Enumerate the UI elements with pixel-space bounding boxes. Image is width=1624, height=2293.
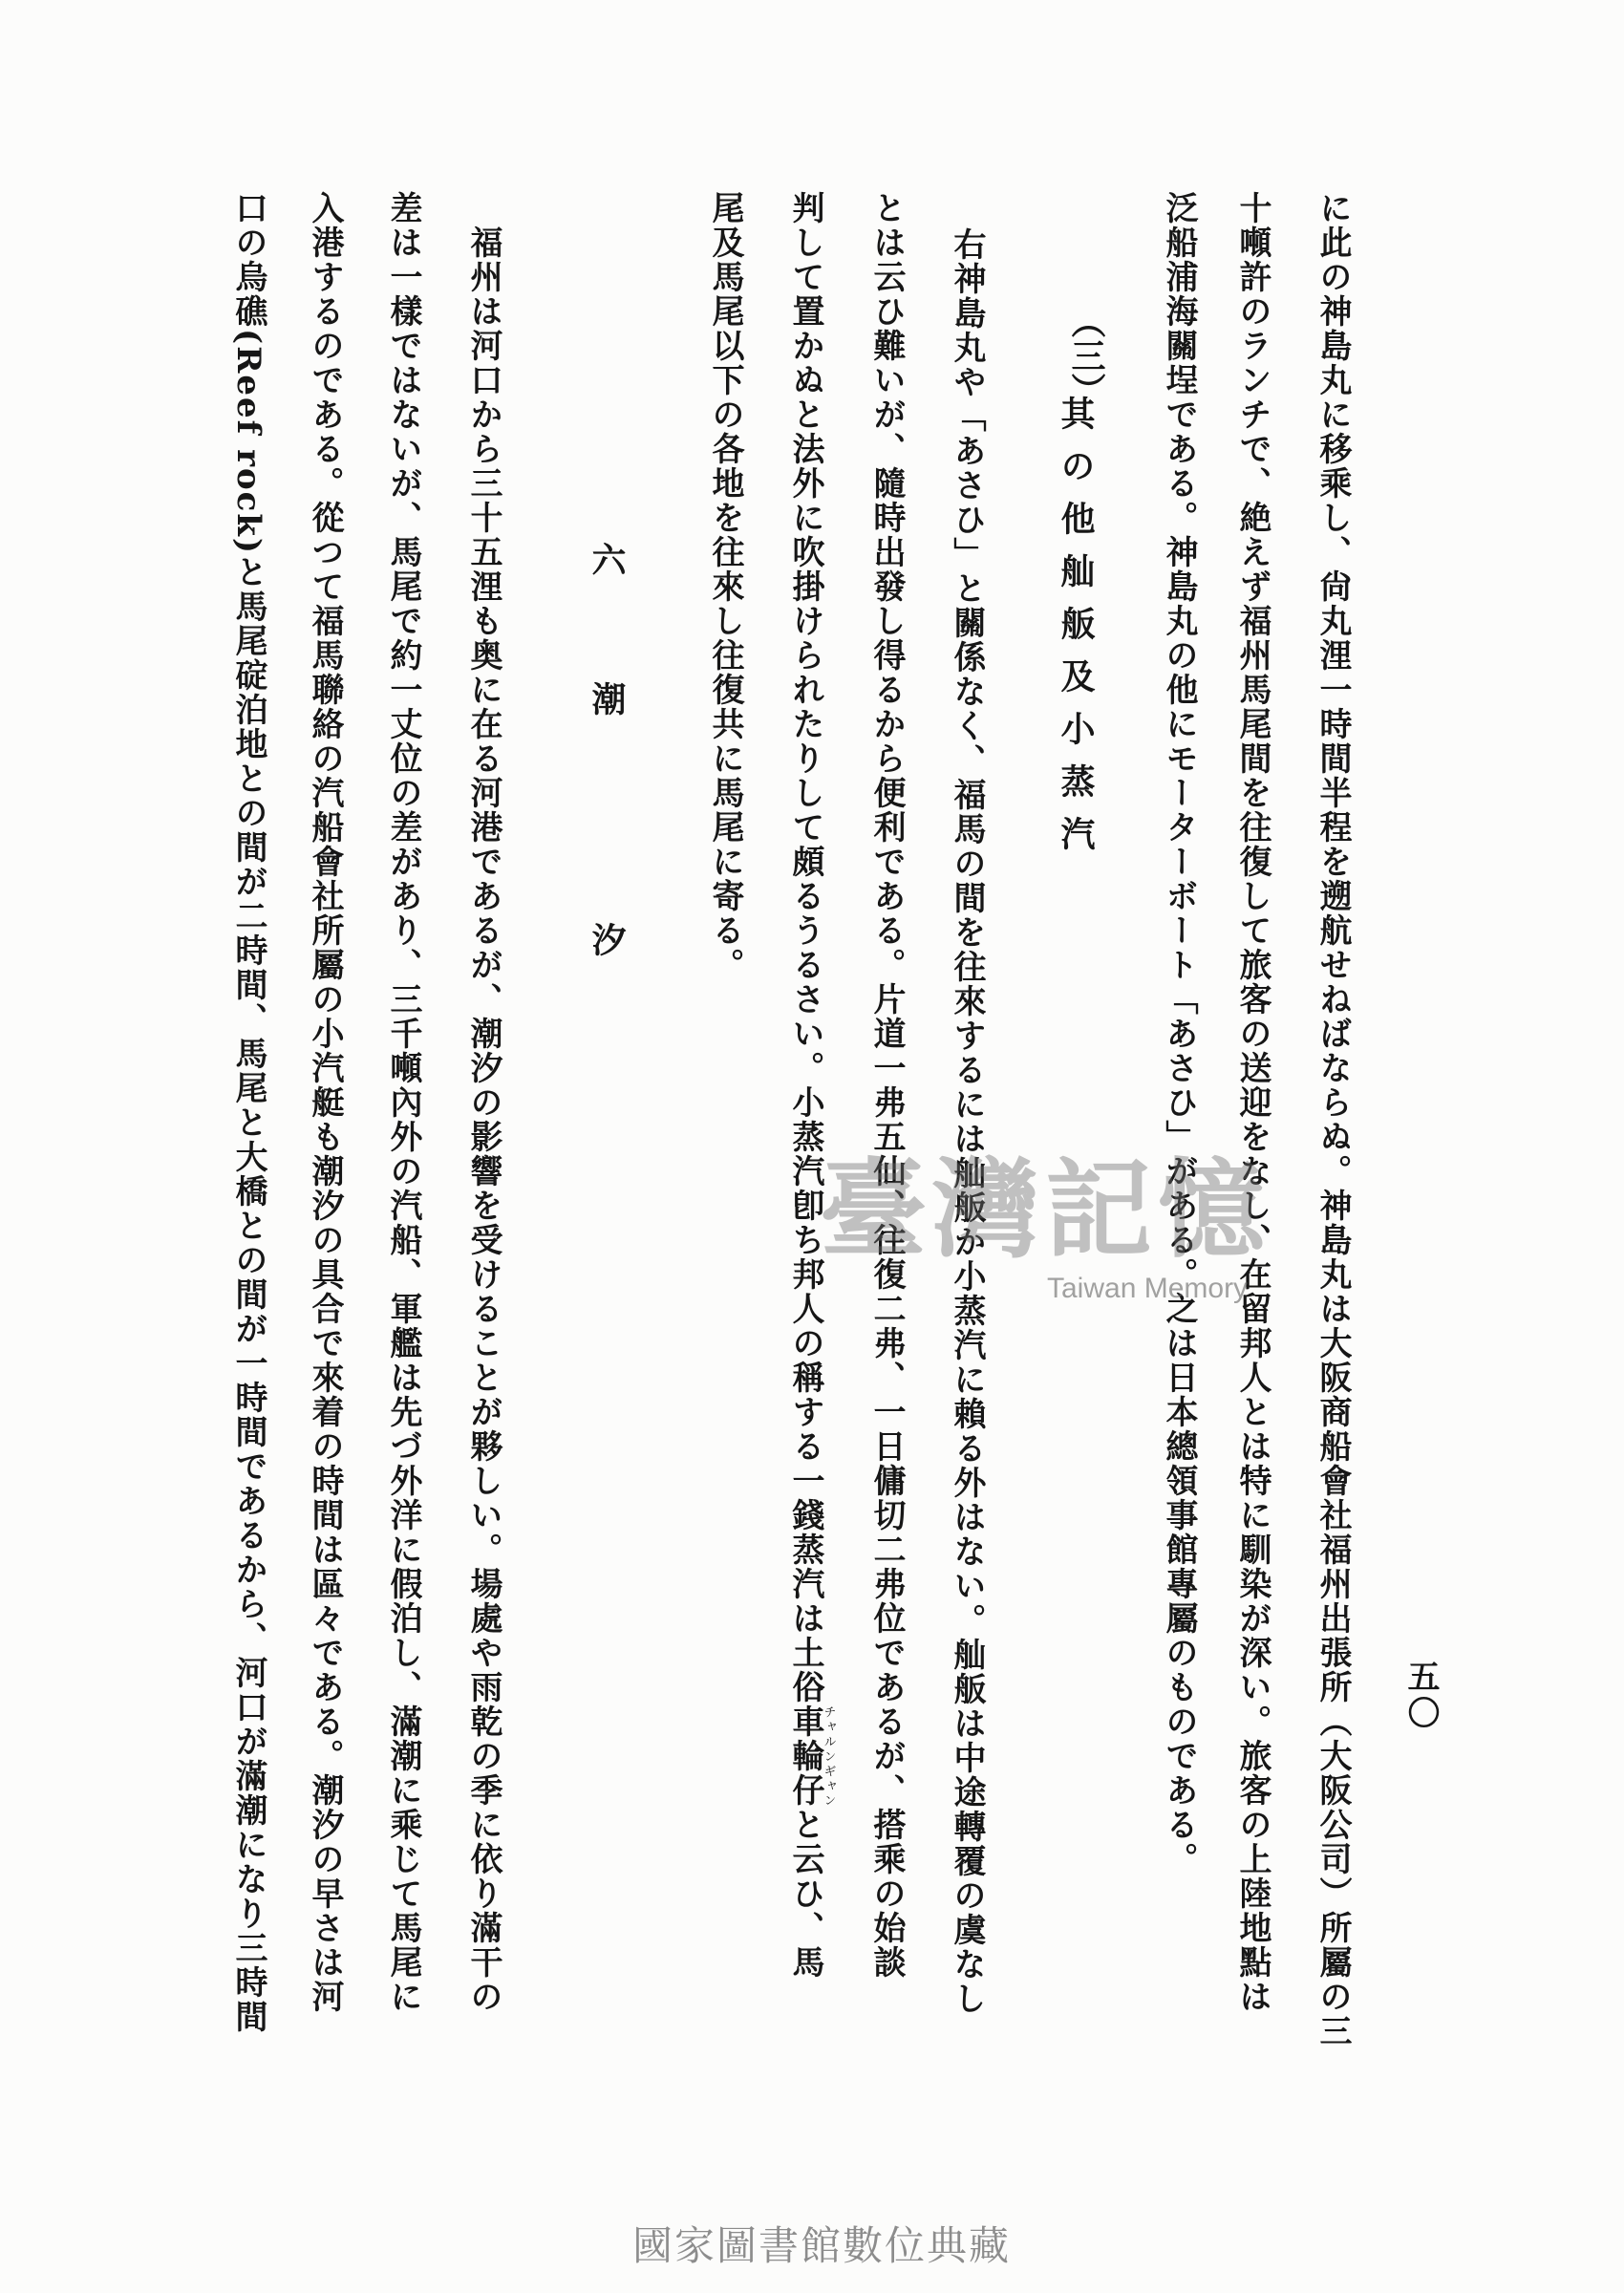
text-column: 差は一樣ではないが、馬尾で約一丈位の差があり、三千噸內外の汽船、軍艦は先づ外洋に假泊し、滿潮に乘じて馬尾に xyxy=(384,191,422,2014)
watermark-subtext: Taiwan Memory xyxy=(1047,1273,1249,1304)
text-segment: と云ひ、馬 xyxy=(786,1808,824,1980)
archive-credit: 國家圖書館數位典藏 xyxy=(631,2222,1011,2269)
text-column: 泛船浦海關埕である。神島丸の他にモーターボート「あさひ」がある。之は日本總領事館專屬のものである。 xyxy=(1160,191,1198,1876)
page-number: 五〇 xyxy=(1401,1660,1440,1732)
ruby-reading: チャルンギャン xyxy=(821,1704,836,1808)
text-column: 入港するのである。從つて福馬聯絡の汽船會社所屬の小汽艇も潮汐の具合で來着の時間は區々である。潮汐の早さは河 xyxy=(306,191,344,2014)
section-number: （三） xyxy=(1066,304,1106,407)
ruby-annotated-term xyxy=(786,1704,836,1808)
text-column: とは云ひ難いが、隨時出發し得るから便利である。片道一弗五仙、往復二弗、一日傭切二弗位であるが、搭乘の始談 xyxy=(867,191,906,1980)
text-column: 福州は河口から三十五浬も奥に在る河港であるが、潮汐の影響を受けることが夥しい。場處や雨乾の季に依り滿干の xyxy=(464,225,502,2014)
section-heading: 潮 汐 xyxy=(587,681,627,1042)
text-column: に此の神島丸に移乘し、尙丸浬一時間半程を遡航せねばならぬ。神島丸は大阪商船會社福州出張所（大阪公司）所屬の三 xyxy=(1314,191,1352,2048)
section-heading: 其の他舢舨及小蒸汽 xyxy=(1056,396,1096,868)
watermark-logo: 臺灣記憶 xyxy=(820,1147,1271,1273)
text-column: 口の烏礁(Reef rock)と馬尾碇泊地との間が二時間、馬尾と大橋との間が一時間であるから、河口が滿潮になり三時間 xyxy=(229,191,267,2035)
text-segment: 判して置かぬと法外に吹掛けられたりして頗るうるさい。小蒸汽卽ち邦人の稱する一錢蒸汽は土俗 xyxy=(786,191,824,1704)
text-column: 十噸許のランチで、絶えず福州馬尾間を往復して旅客の送迎をなし、在留邦人とは特に馴染が深い。旅客の上陸地點は xyxy=(1233,191,1271,2014)
section-number: 六 xyxy=(587,542,627,576)
ruby-base: 車輪仔 xyxy=(786,1704,824,1808)
text-column: 尾及馬尾以下の各地を往來し往復共に馬尾に寄る。 xyxy=(706,191,744,982)
text-column xyxy=(786,191,836,1980)
text-column: 右神島丸や「あさひ」と關係なく、福馬の間を往來するには舢舨か小蒸汽に賴る外はない。舢舨は中途轉覆の虞なし xyxy=(948,227,986,2016)
